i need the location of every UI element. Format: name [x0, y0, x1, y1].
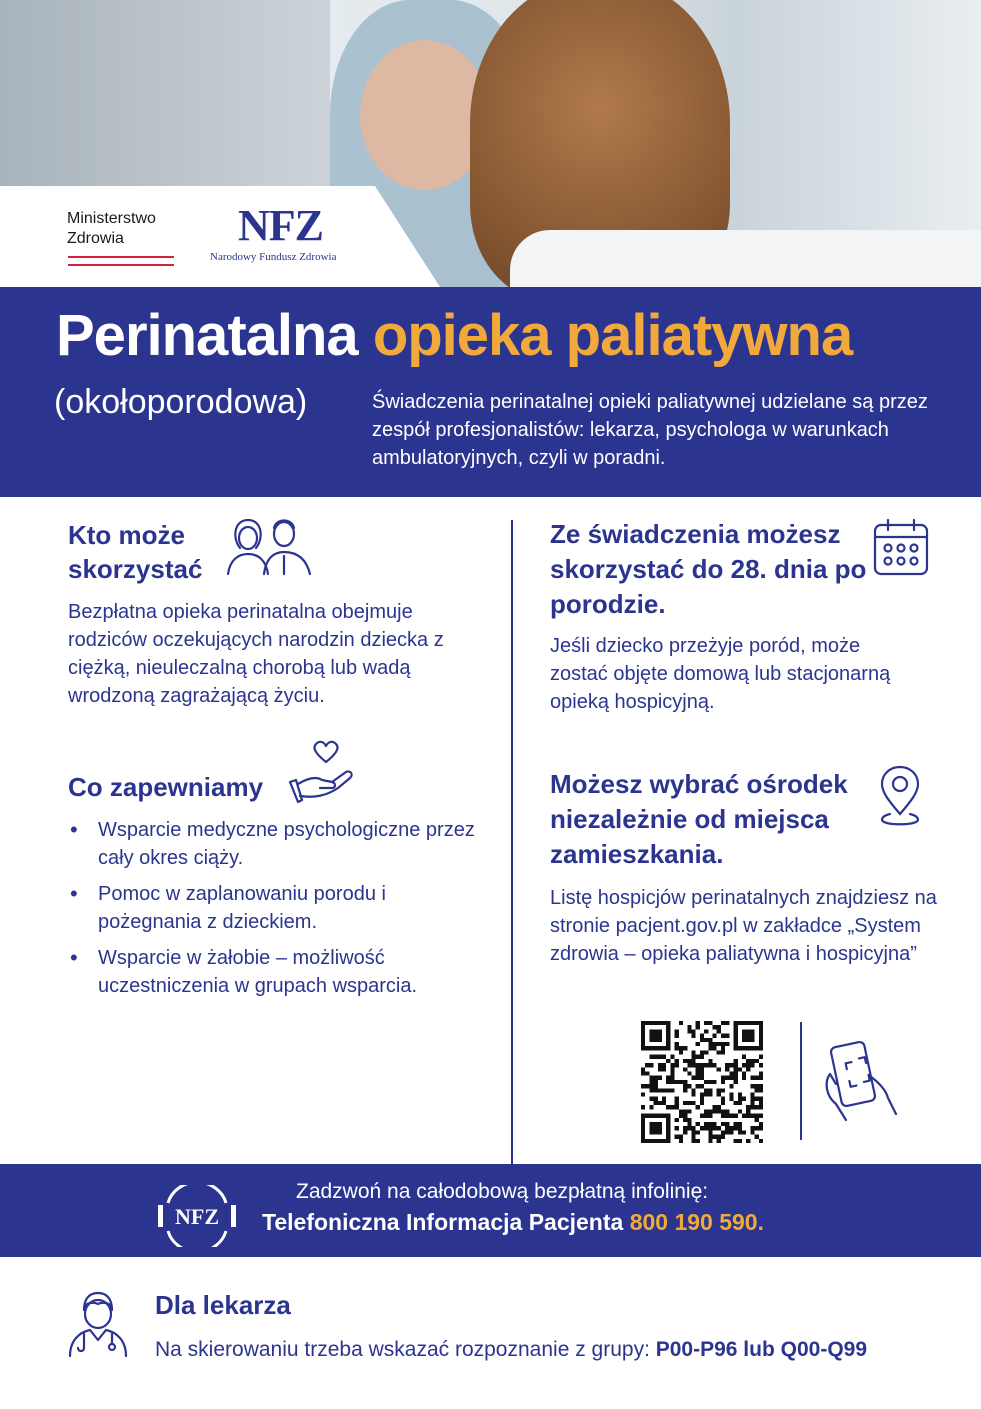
- ministry-line-2: Zdrowia: [67, 230, 124, 247]
- provide-list: [68, 816, 488, 1008]
- time-text: Jeśli dziecko przeżyje poród, może zostać objęte domową lub stacjonarną opieką hospicyjną.: [550, 635, 891, 713]
- hand-heart-icon: [286, 740, 358, 806]
- hotline-intro: Zadzwoń na całodobową bezpłatną infolinię:: [296, 1180, 709, 1203]
- doctor-instruction: Na skierowaniu trzeba wskazać rozpoznanie z grupy:: [155, 1338, 650, 1361]
- banner-description: Świadczenia perinatalnej opieki paliatywnej udzielane są przez zespół profesjonalistów: lekarza, psychologa w warunkach ambulatoryjnych, czyli w poradni.: [372, 391, 928, 469]
- time-heading: Ze świadczenia możesz skorzystać do 28. dnia po porodzie.: [550, 519, 867, 619]
- who-heading-line-1: Kto może: [68, 520, 185, 550]
- ministry-line-1: Ministerstwo: [67, 210, 156, 227]
- title-accent: opieka paliatywna: [372, 303, 853, 368]
- title-main: Perinatalna: [56, 303, 358, 368]
- provide-heading: Co zapewniamy: [68, 772, 264, 802]
- place-text: Listę hospicjów perinatalnych znajdziesz na stronie pacjent.gov.pl w zakładce „System zdrowia – opieka paliatywna i hospicyjna”: [550, 887, 937, 965]
- page-title: [56, 302, 852, 369]
- who-heading-line-2: skorzystać: [68, 554, 203, 584]
- nfz-logo: NFZ: [238, 201, 323, 250]
- list-item: • Pomoc w zaplanowaniu porodu i pożegnania z dzieckiem.: [68, 880, 488, 936]
- diagnosis-codes: P00-P96 lub Q00-Q99: [655, 1338, 868, 1361]
- parents-icon: [226, 516, 316, 578]
- who-text: Bezpłatna opieka perinatalna obejmuje rodziców oczekujących narodzin dziecka z ciężką, nieuleczalną chorobą lub wadą wrodzoną zagrażającą życiu.: [68, 601, 444, 707]
- hotline-number[interactable]: 800 190 590.: [629, 1209, 764, 1235]
- phone-in-hand-icon: [818, 1038, 904, 1124]
- nfz-round-logo: [156, 1185, 238, 1247]
- ministry-flag-bar: [68, 256, 174, 266]
- list-item: • Wsparcie medyczne psychologiczne przez cały okres ciąży.: [68, 816, 488, 872]
- place-heading: Możesz wybrać ośrodek niezależnie od miejsca zamieszkania.: [550, 769, 848, 869]
- qr-code[interactable]: [641, 1021, 763, 1143]
- ministry-logo: [67, 209, 156, 249]
- svg-text:NFZ: NFZ: [175, 1204, 219, 1229]
- list-item: • Wsparcie w żałobie – możliwość uczestniczenia w grupach wsparcia.: [68, 944, 488, 1000]
- hotline-name: [262, 1209, 764, 1236]
- doctor-text: [155, 1336, 867, 1364]
- photo-pillow: [510, 230, 981, 287]
- logo-panel: [0, 186, 440, 287]
- qr-divider: [800, 1022, 802, 1140]
- hotline-service-name: Telefoniczna Informacja Pacjenta: [262, 1209, 624, 1235]
- calendar-icon: [872, 517, 930, 577]
- location-pin-icon: [876, 764, 924, 828]
- doctor-heading: Dla lekarza: [155, 1290, 291, 1320]
- who-heading: [68, 518, 202, 586]
- page-subtitle: (okołoporodowa): [54, 383, 308, 421]
- column-divider: [511, 520, 513, 1165]
- photo-background: [0, 0, 330, 200]
- doctor-icon: [66, 1290, 130, 1360]
- nfz-fullname: Narodowy Fundusz Zdrowia: [210, 251, 337, 263]
